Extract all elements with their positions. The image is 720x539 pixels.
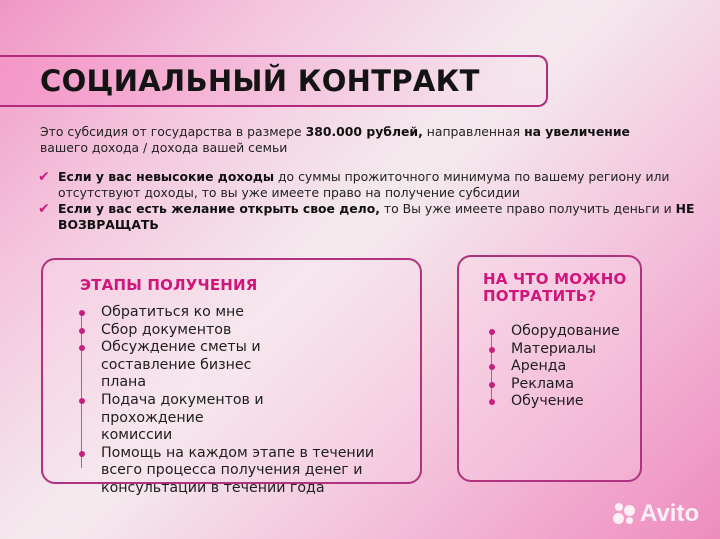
list-item xyxy=(489,358,639,376)
bullet-dot-icon xyxy=(489,382,495,388)
bullet-dot-icon xyxy=(79,328,85,334)
list-item xyxy=(79,322,419,340)
list-item-text: Подача документов и прохождение комиссии xyxy=(101,391,264,444)
list-item xyxy=(79,392,279,445)
spend-card xyxy=(457,255,642,482)
list-item xyxy=(489,393,639,411)
eligibility-bold: НЕ ВОЗВРАЩАТЬ xyxy=(58,201,695,232)
bullet-dot-icon xyxy=(489,329,495,335)
eligibility-text: то Вы уже имеете право получить деньги и xyxy=(379,201,676,216)
checkmark-icon: ✔ xyxy=(38,201,50,217)
eligibility-text: до суммы прожиточного минимума по вашему региону или отсутствуют доходы, то вы уже имеете право на получение субсидии xyxy=(58,169,670,200)
list-item xyxy=(79,339,279,392)
list-item-text: Обучение xyxy=(511,393,584,410)
steps-list xyxy=(79,304,419,498)
intro-text: вашего дохода / дохода вашей семьи xyxy=(40,140,288,155)
list-item-text: Обсуждение сметы и составление бизнес плана xyxy=(101,339,261,391)
bullet-dot-icon xyxy=(489,364,495,370)
intro-paragraph xyxy=(40,124,690,156)
intro-text: Это субсидия от государства в размере xyxy=(40,124,306,139)
bullet-dot-icon xyxy=(79,310,85,316)
list-item-text: Помощь на каждом этапе в течении всего процесса получения денег и консультации в течении года xyxy=(101,444,375,496)
bullet-dot-icon xyxy=(79,451,85,457)
bullet-dot-icon xyxy=(489,347,495,353)
page-title: СОЦИАЛЬНЫЙ КОНТРАКТ xyxy=(40,64,480,98)
spend-list xyxy=(489,323,639,411)
eligibility-bold: Если у вас есть желание открыть свое дело, xyxy=(58,201,380,216)
list-item xyxy=(79,445,389,498)
list-item-text: Реклама xyxy=(511,375,575,392)
list-item xyxy=(79,304,419,322)
bullet-dot-icon xyxy=(79,345,85,351)
steps-heading: ЭТАПЫ ПОЛУЧЕНИЯ xyxy=(80,276,258,294)
list-item-text: Оборудование xyxy=(511,323,620,339)
eligibility-item xyxy=(38,201,698,233)
avito-logo-icon xyxy=(613,503,637,525)
intro-bold: на увеличение xyxy=(524,124,630,139)
avito-watermark xyxy=(613,500,699,528)
eligibility-bold: Если у вас невысокие доходы xyxy=(58,169,275,184)
bullet-dot-icon xyxy=(79,398,85,404)
list-item-text: Материалы xyxy=(511,340,597,357)
list-item-text: Обратиться ко мне xyxy=(101,304,245,320)
list-item-text: Сбор документов xyxy=(101,321,232,338)
checkmark-icon: ✔ xyxy=(38,169,50,185)
watermark-text: Avito xyxy=(640,500,700,527)
list-item xyxy=(489,376,639,394)
subsidy-amount: 380.000 рублей, xyxy=(305,124,423,139)
title-banner xyxy=(0,55,548,107)
eligibility-list xyxy=(38,169,698,233)
list-item-text: Аренда xyxy=(511,358,567,375)
bullet-dot-icon xyxy=(489,399,495,405)
list-item xyxy=(489,323,639,341)
list-item xyxy=(489,341,639,359)
steps-card xyxy=(41,258,422,496)
spend-heading: НА ЧТО МОЖНО ПОТРАТИТЬ? xyxy=(483,270,627,305)
eligibility-item xyxy=(38,169,698,201)
intro-text: направленная xyxy=(422,124,525,139)
